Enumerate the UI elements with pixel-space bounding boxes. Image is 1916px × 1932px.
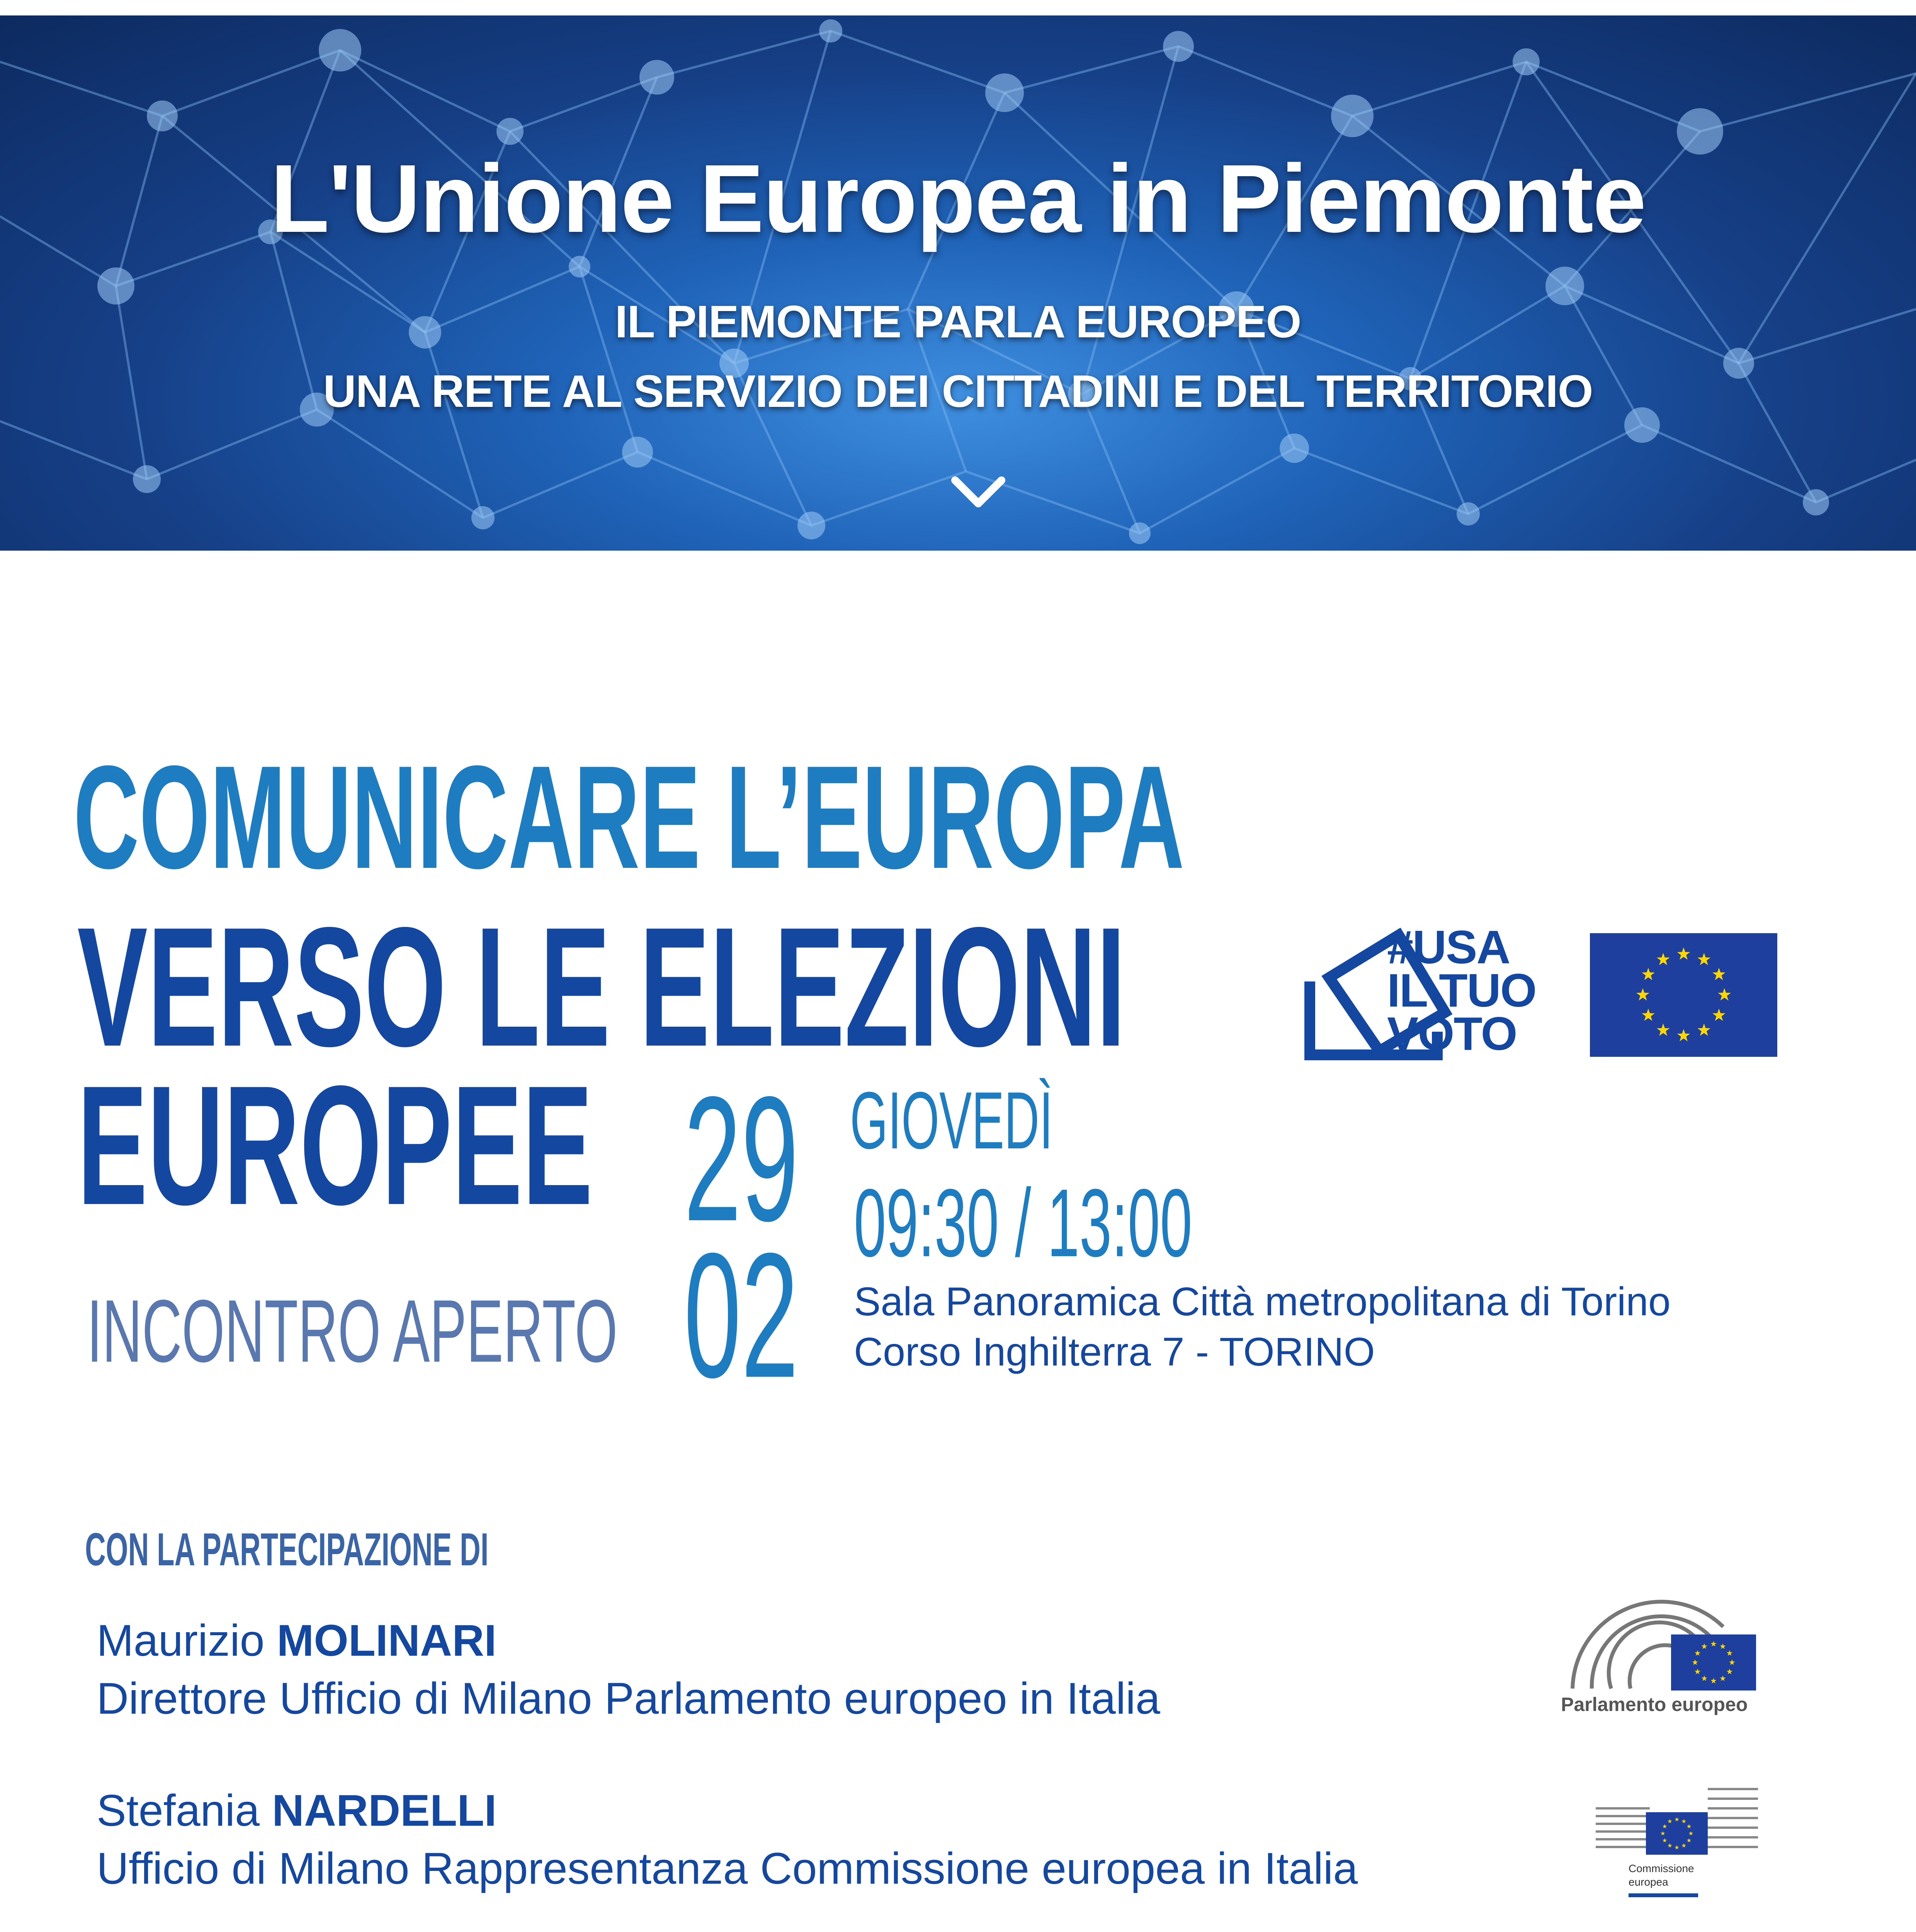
eu-flag-icon [1590, 933, 1777, 1057]
participant-2-last-name: NARDELLI [272, 1786, 497, 1835]
participant-2-name [97, 1785, 496, 1836]
hero-subtitle-2: UNA RETE AL SERVIZIO DEI CITTADINI E DEL TERRITORIO [323, 366, 1593, 417]
ec-logo-underline [1629, 1893, 1698, 1897]
campaign-slogan [1387, 921, 1536, 1060]
participant-1-role: Direttore Ufficio di Milano Parlamento europeo in Italia [97, 1674, 1160, 1723]
participant-1-first-name: Maurizio [97, 1616, 265, 1665]
eu-flag-icon [1671, 1634, 1756, 1690]
participant-2-first-name: Stefania [97, 1786, 260, 1835]
participants-heading: CON LA PARTECIPAZIONE DI [85, 1524, 489, 1575]
hero-banner [0, 15, 1916, 551]
event-address: Corso Inghilterra 7 - TORINO [854, 1330, 1375, 1374]
event-type: INCONTRO APERTO [87, 1281, 618, 1381]
participant-1-last-name: MOLINARI [277, 1616, 497, 1665]
event-title-line-3: EUROPEE [77, 1051, 593, 1240]
event-venue: Sala Panoramica Città metropolitana di Torino [854, 1279, 1671, 1324]
chevron-down-icon[interactable] [951, 474, 1005, 509]
ep-logo-label: Parlamento europeo [1561, 1694, 1748, 1715]
network-background [0, 15, 1916, 551]
hero-title: L'Unione Europea in Piemonte [270, 145, 1646, 252]
hero-subtitle-1: IL PIEMONTE PARLA EUROPEO [615, 296, 1301, 347]
european-commission-logo [1592, 1781, 1762, 1905]
event-title-line-2: VERSO LE ELEZIONI [77, 892, 1126, 1082]
event-time: 09:30 / 13:00 [854, 1169, 1192, 1277]
event-day: 29 [684, 1060, 799, 1258]
event-title-line-1: COMUNICARE L’EUROPA [73, 735, 1185, 899]
campaign-slogan-line-3: VOTO [1387, 1007, 1517, 1060]
ec-logo-label-2: europea [1629, 1876, 1668, 1888]
ec-logo-label-1: Commissione [1629, 1862, 1694, 1874]
participant-2-role: Ufficio di Milano Rappresentanza Commissione europea in Italia [97, 1844, 1358, 1893]
eu-flag-icon [1646, 1812, 1708, 1855]
campaign-slogan-line-2: IL TUO [1387, 964, 1536, 1017]
campaign-slogan-line-1: #USA [1387, 921, 1510, 973]
event-weekday: GIOVEDÌ [850, 1075, 1053, 1166]
event-month: 02 [684, 1216, 799, 1415]
european-parliament-logo [1561, 1592, 1762, 1723]
participant-1-name [97, 1615, 496, 1666]
